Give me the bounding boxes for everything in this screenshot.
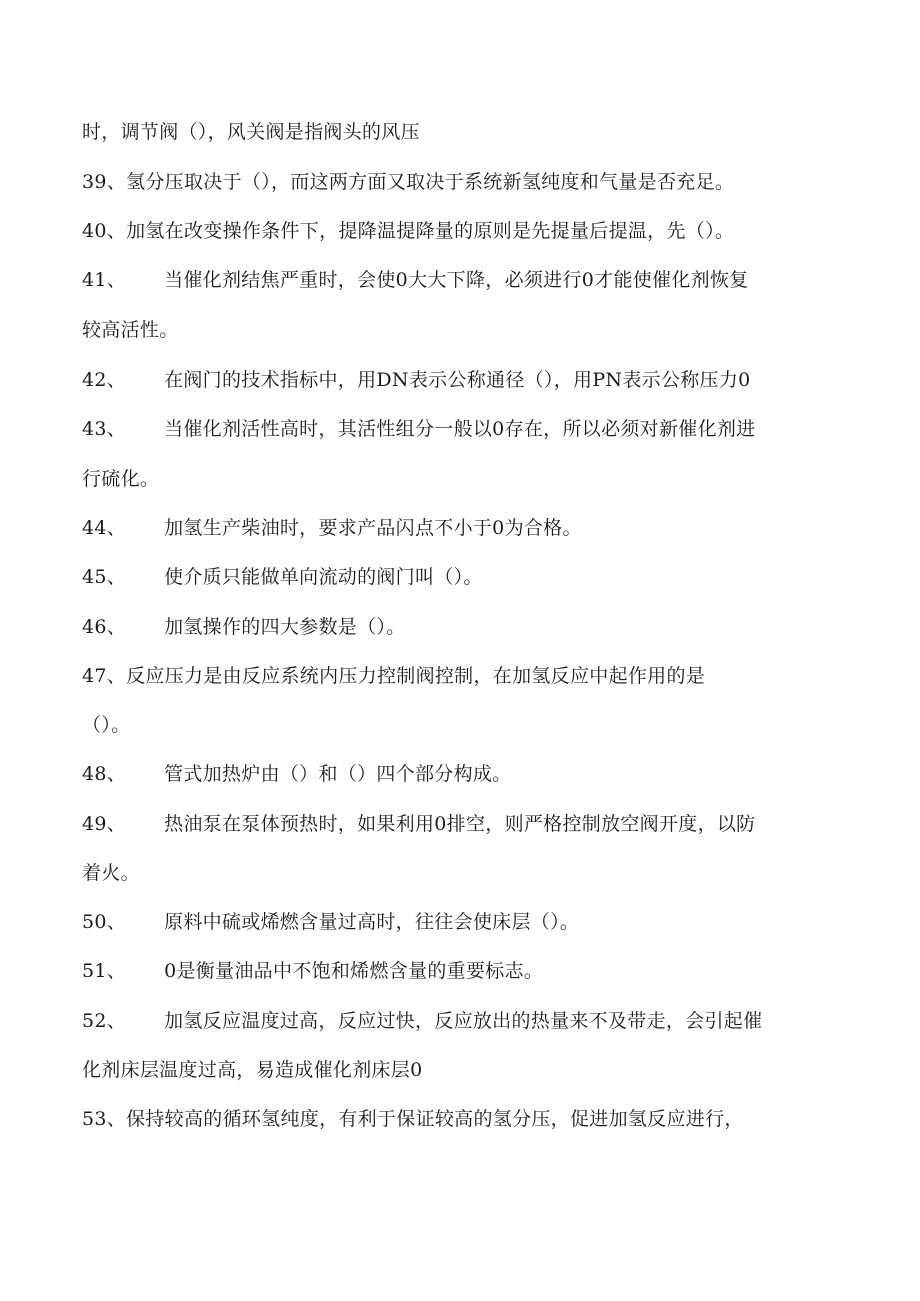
question-49	[82, 812, 755, 836]
question-number: 44、	[82, 517, 127, 539]
question-45	[82, 565, 483, 589]
question-text: 加氢操作的四大参数是（）。	[164, 616, 406, 638]
question-40	[82, 219, 734, 243]
question-52	[82, 1009, 762, 1033]
question-number: 45、	[82, 566, 127, 588]
text-line	[82, 713, 130, 737]
question-text: 加氢反应温度过高，反应过快，反应放出的热量来不及带走，会引起催	[164, 1010, 763, 1032]
question-text: 氢分压取决于（），而这两方面又取决于系统新氢纯度和气量是否充足。	[126, 171, 735, 193]
question-number: 40、	[82, 220, 127, 242]
question-text: 热油泵在泵体预热时，如果利用0排空，则严格控制放空阀开度，以防	[164, 813, 756, 835]
question-41	[82, 268, 749, 292]
question-number: 51、	[82, 960, 127, 982]
question-number: 43、	[82, 418, 127, 440]
question-text: 反应压力是由反应系统内压力控制阀控制，在加氢反应中起作用的是	[126, 665, 706, 687]
question-number: 42、	[82, 369, 127, 391]
question-53	[82, 1107, 744, 1131]
question-text: 保持较高的循环氢纯度，有利于保证较高的氢分压，促进加氢反应进行，	[126, 1108, 744, 1130]
question-text: 加氢在改变操作条件下，提降温提降量的原则是先提量后提温，先（）。	[126, 220, 735, 242]
question-number: 52、	[82, 1010, 127, 1032]
question-text: 管式加热炉由（）和（）四个部分构成。	[164, 763, 512, 785]
line-text: 行硫化。	[82, 468, 160, 490]
question-number: 46、	[82, 616, 127, 638]
question-number: 39、	[82, 171, 127, 193]
question-text: 0是衡量油品中不饱和烯燃含量的重要标志。	[164, 960, 544, 982]
question-text: 原料中硫或烯燃含量过高时，往往会使床层（）。	[164, 911, 580, 933]
text-line	[82, 120, 420, 144]
question-number: 41、	[82, 269, 127, 291]
question-number: 53、	[82, 1108, 127, 1130]
question-number: 47、	[82, 665, 127, 687]
question-39	[82, 170, 734, 194]
line-text: （）。	[82, 714, 131, 736]
question-text: 使介质只能做单向流动的阀门叫（）。	[164, 566, 483, 588]
line-text: 较高活性。	[82, 319, 179, 341]
text-line	[82, 467, 159, 491]
line-text: 时，调节阀（），风关阀是指阀头的风压	[82, 121, 420, 143]
text-line	[82, 1058, 423, 1082]
question-text: 在阀门的技术指标中，用DN表示公称通径（），用PN表示公称压力0	[164, 369, 751, 391]
question-46	[82, 615, 405, 639]
text-line	[82, 318, 179, 342]
line-text: 着火。	[82, 862, 140, 884]
question-50	[82, 910, 579, 934]
question-text: 当催化剂结焦严重时，会使0大大下降，必须进行0才能使催化剂恢复	[164, 269, 749, 291]
question-text: 加氢生产柴油时，要求产品闪点不小于0为合格。	[164, 517, 582, 539]
question-number: 49、	[82, 813, 127, 835]
question-number: 50、	[82, 911, 127, 933]
line-text: 化剂床层温度过高，易造成催化剂床层0	[82, 1059, 423, 1081]
question-text: 当催化剂活性高时，其活性组分一般以0存在，所以必须对新催化剂进	[164, 418, 756, 440]
text-line	[82, 861, 140, 885]
question-43	[82, 417, 755, 441]
question-51	[82, 959, 543, 983]
question-number: 48、	[82, 763, 127, 785]
question-42	[82, 368, 751, 392]
question-48	[82, 762, 511, 786]
question-44	[82, 516, 582, 540]
question-47	[82, 664, 705, 688]
